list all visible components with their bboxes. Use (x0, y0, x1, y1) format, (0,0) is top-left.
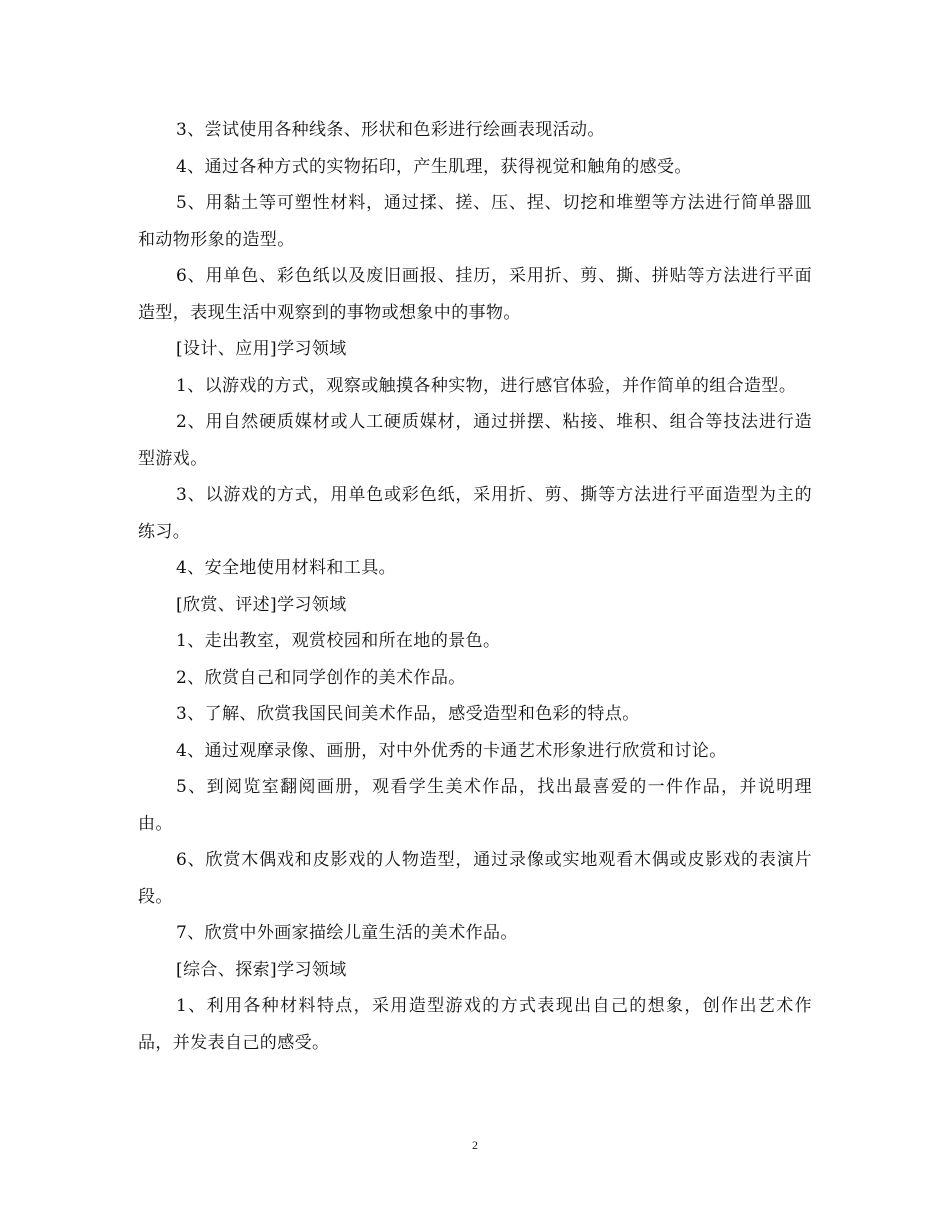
section-heading-design: [设计、应用]学习领域 (176, 339, 347, 359)
paragraph: 7、欣赏中外画家描绘儿童生活的美术作品。 (176, 923, 518, 943)
section-heading-appreciation: [欣赏、评述]学习领域 (176, 594, 347, 615)
paragraph: 3、以游戏的方式，用单色或彩色纸，采用折、剪、撕等方法进行平面造型为主的练习。 (138, 485, 812, 542)
paragraph: 4、通过观摩录像、画册，对中外优秀的卡通艺术形象进行欣赏和讨论。 (176, 740, 727, 761)
page-number: 2 (472, 1138, 478, 1152)
paragraph: 4、安全地使用材料和工具。 (176, 558, 397, 578)
section-heading-comprehensive: [综合、探索]学习领域 (176, 959, 347, 980)
paragraph: 1、以游戏的方式，观察或触摸各种实物，进行感官体验，并作简单的组合造型。 (176, 375, 797, 396)
paragraph: 1、利用各种材料特点，采用造型游戏的方式表现出自己的想象，创作出艺术作品，并发表自己的感受。 (138, 996, 812, 1053)
paragraph: 3、了解、欣赏我国民间美术作品，感受造型和色彩的特点。 (176, 704, 640, 724)
paragraph: 3、尝试使用各种线条、形状和色彩进行绘画表现活动。 (176, 120, 605, 140)
paragraph: 4、通过各种方式的实物拓印，产生肌理，获得视觉和触角的感受。 (176, 156, 692, 177)
paragraph: 5、到阅览室翻阅画册，观看学生美术作品，找出最喜爱的一件作品，并说明理由。 (138, 777, 812, 834)
paragraph: 2、欣赏自己和同学创作的美术作品。 (176, 667, 466, 688)
paragraph: 1、走出教室，观赏校园和所在地的景色。 (176, 631, 501, 651)
paragraph: 2、用自然硬质媒材或人工硬质媒材，通过拼摆、粘接、堆积、组合等技法进行造型游戏。 (138, 412, 812, 469)
paragraph: 6、用单色、彩色纸以及废旧画报、挂历，采用折、剪、撕、拼贴等方法进行平面造型，表现生活中观察到的事物或想象中的事物。 (138, 266, 812, 323)
paragraph: 5、用黏土等可塑性材料，通过揉、搓、压、捏、切挖和堆塑等方法进行简单器皿和动物形象的造型。 (138, 193, 812, 250)
document-body (138, 112, 812, 1061)
paragraph: 6、欣赏木偶戏和皮影戏的人物造型，通过录像或实地观看木偶或皮影戏的表演片段。 (138, 850, 812, 907)
